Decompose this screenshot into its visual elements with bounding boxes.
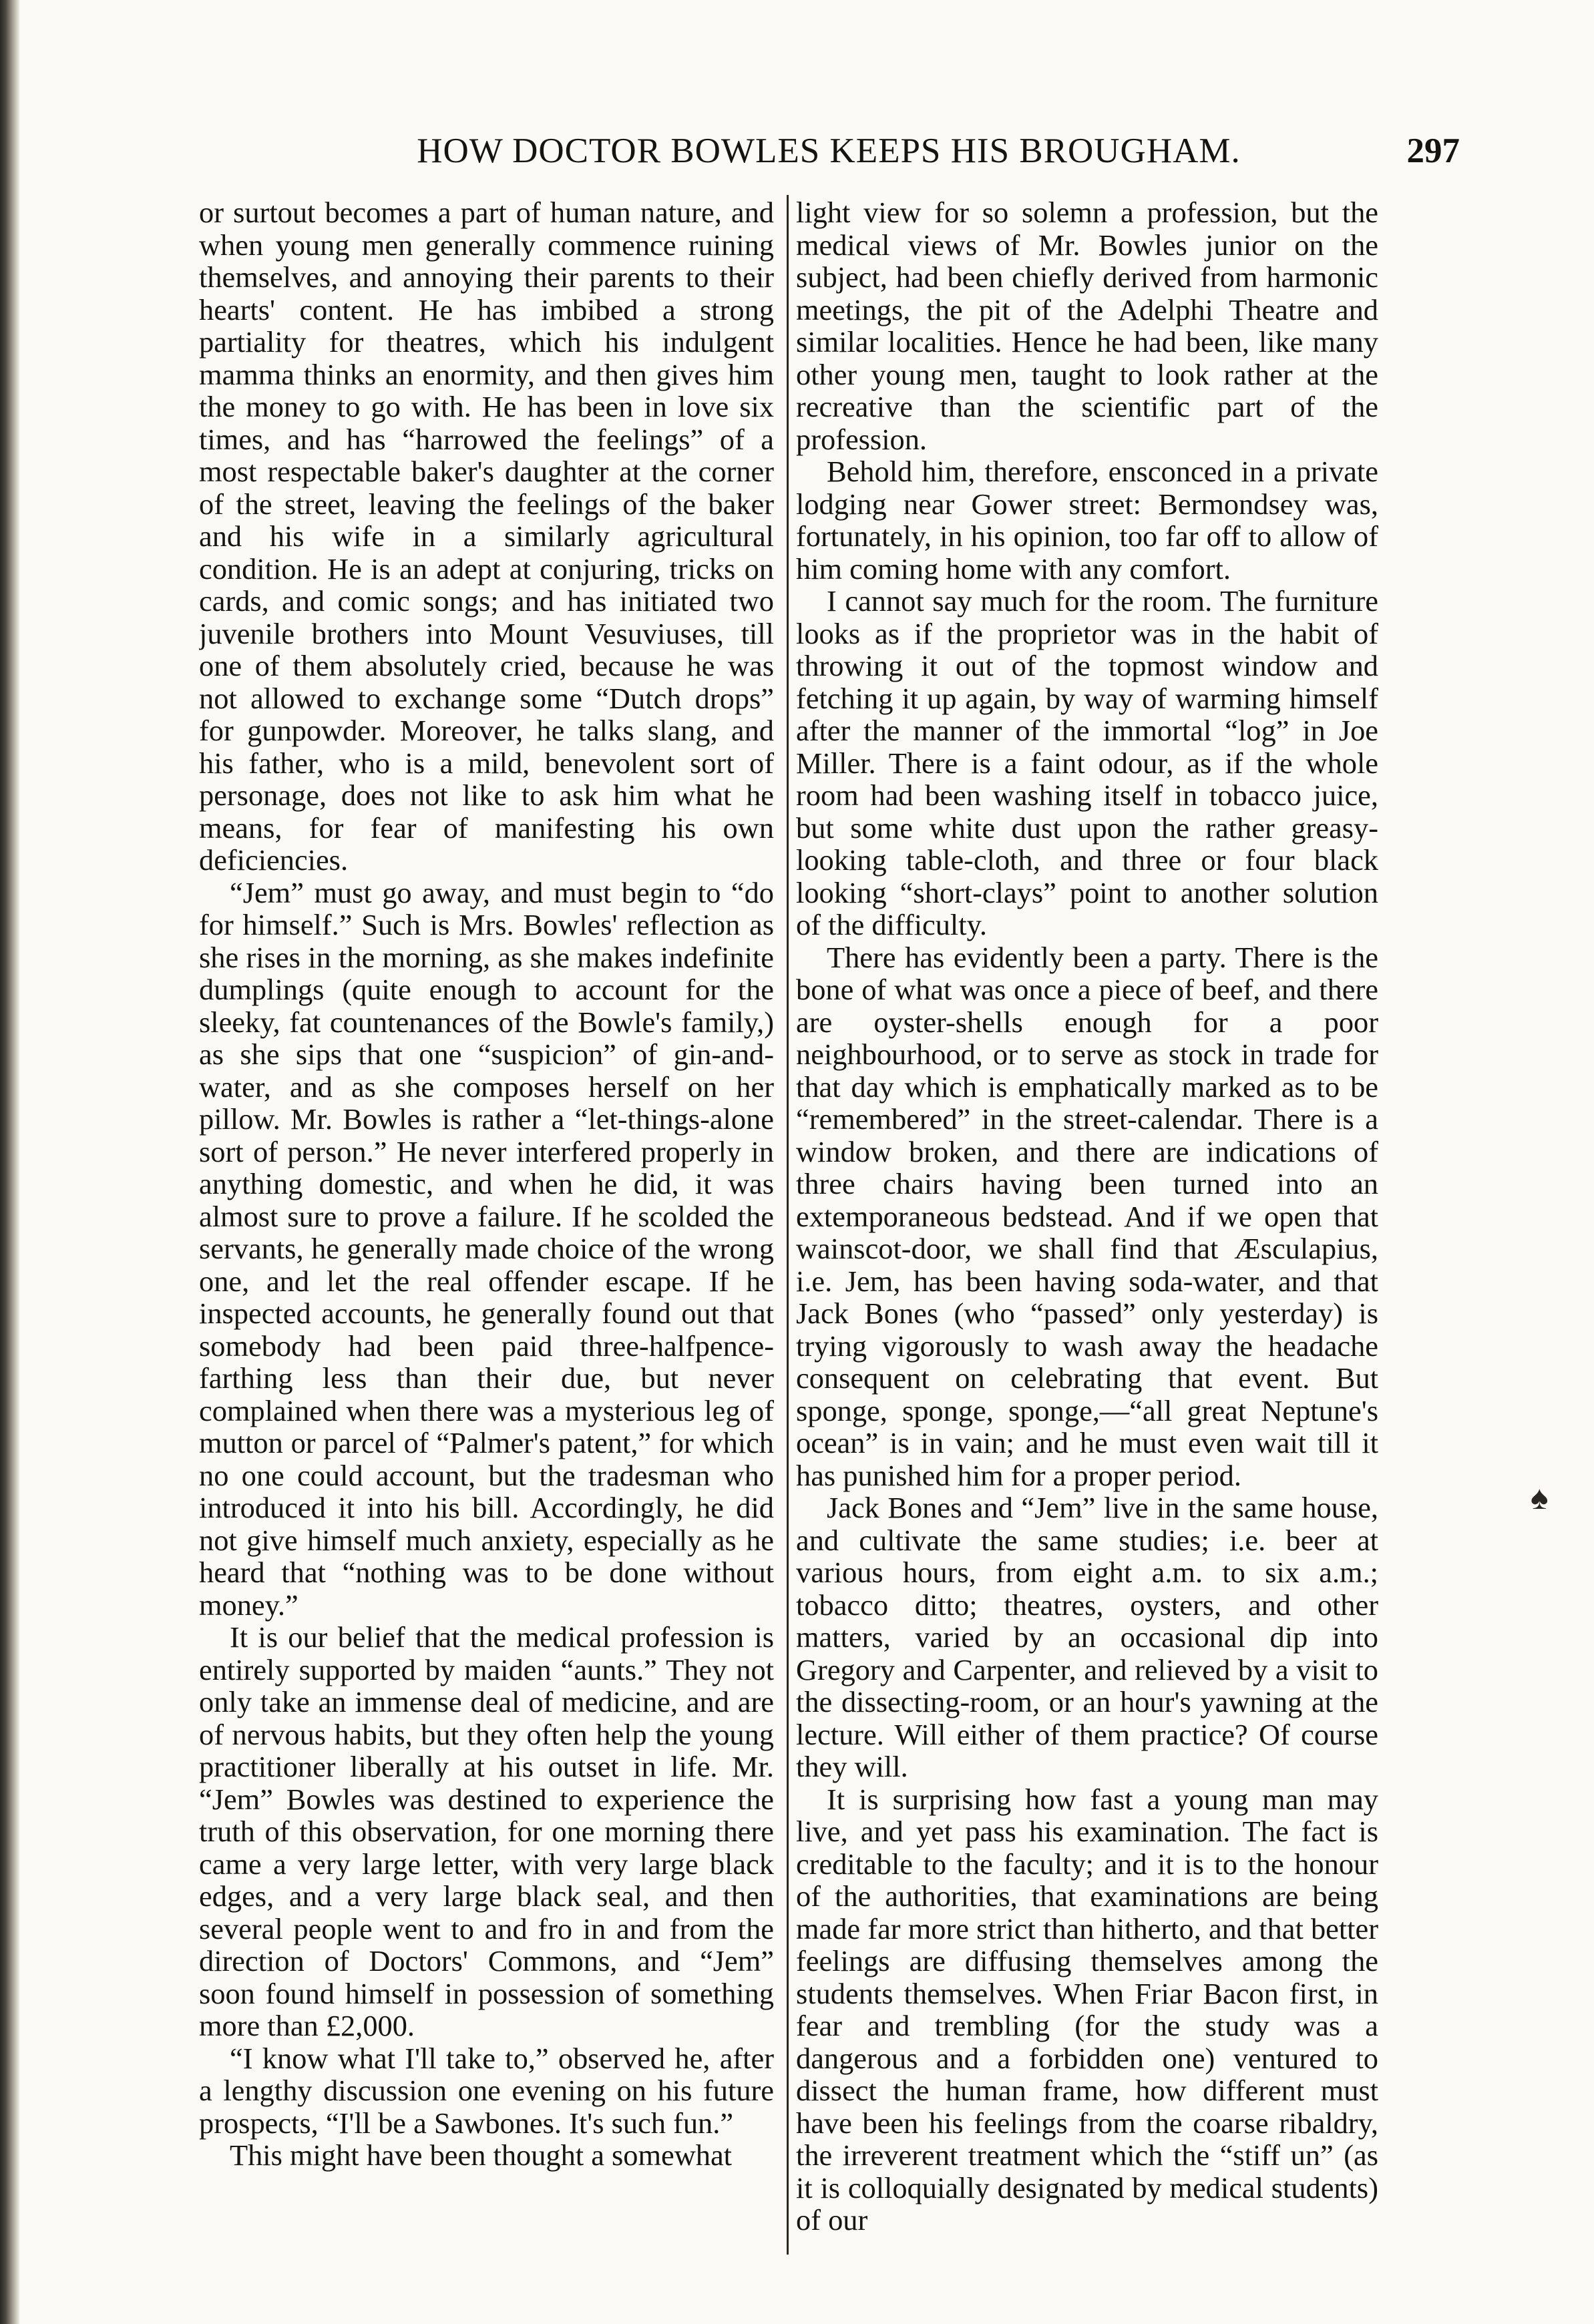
paragraph: It is our belief that the medical profession is entirely supported by maiden “aunts.” They not only take an immense deal of medicine, and are of nervous habits, but they often help the young practitioner liberally at his outset in life. Mr. “Jem” Bowles was destined to experience the truth of this observation, for one morning there came a very large letter, with very large black edges, and a very large black seal, and then several people went to and fro in and from the direction of Doctors' Commons, and “Jem” soon found himself in possession of something more than £2,000. bbox=[199, 1620, 774, 2042]
page-number: 297 bbox=[1406, 132, 1460, 170]
page-gutter-shadow bbox=[0, 0, 20, 2324]
paragraph: “Jem” must go away, and must begin to “do for himself.” Such is Mrs. Bowles' reflection as she rises in the morning, as she makes indefinite dumplings (quite enough to account for the sleeky, fat countenances of the Bowle's family,) as she sips that one “suspicion” of gin-and-water, and as she composes herself on her pillow. Mr. Bowles is rather a “let-things-alone sort of person.” He never interfered properly in anything domestic, and when he did, it was almost sure to prove a failure. If he scolded the servants, he generally made choice of the wrong one, and let the real offender escape. If he inspected accounts, he generally found out that somebody had been paid three-halfpence-farthing less than their due, but never complained when there was a mysterious leg of mutton or parcel of “Palmer's patent,” for which no one could account, but the tradesman who introduced it into his bill. Accordingly, he did not give himself much anxiety, especially as he heard that “nothing was to be done without money.” bbox=[199, 875, 774, 1622]
margin-mark: ♠ bbox=[1531, 1479, 1549, 1516]
text-column-right bbox=[796, 196, 1378, 2253]
paragraph: “I know what I'll take to,” observed he, after a lengthy discussion one evening on his future prospects, “I'll be a Sawbones. It's such fun.” bbox=[199, 2041, 774, 2140]
paragraph: or surtout becomes a part of human nature, and when young men generally commence ruining themselves, and annoying their parents to their hearts' content. He has imbibed a strong partiality for theatres, which his indulgent mamma thinks an enormity, and then gives him the money to go with. He has been in love six times, and has “harrowed the feelings” of a most respectable baker's daughter at the corner of the street, leaving the feelings of the baker and his wife in a similarly agricultural condition. He is an adept at conjuring, tricks on cards, and comic songs; and has initiated two juvenile brothers into Mount Vesuviuses, till one of them absolutely cried, because he was not allowed to exchange some “Dutch drops” for gunpowder. Moreover, he talks slang, and his father, who is a mild, benevolent sort of personage, does not like to ask him what he means, for fear of manifesting his own deficiencies. bbox=[199, 196, 774, 877]
text-column-left bbox=[199, 196, 774, 2253]
paragraph: I cannot say much for the room. The furniture looks as if the proprietor was in the habit of throwing it out of the topmost window and fetching it up again, by way of warming himself after the manner of the immortal “log” in Joe Miller. There is a faint odour, as if the whole room had been washing itself in tobacco juice, but some white dust upon the rather greasy-looking table-cloth, and three or four black looking “short-clays” point to another solution of the difficulty. bbox=[796, 584, 1378, 941]
paragraph: Jack Bones and “Jem” live in the same house, and cultivate the same studies; i.e. beer at various hours, from eight a.m. to six a.m.; tobacco ditto; theatres, oysters, and other matters, varied by an occasional dip into Gregory and Carpenter, and relieved by a visit to the dissecting-room, or an hour's yawning at the lecture. Will either of them practice? Of course they will. bbox=[796, 1491, 1378, 1783]
running-title: HOW DOCTOR BOWLES KEEPS HIS BROUGHAM. bbox=[417, 132, 1241, 170]
column-divider bbox=[787, 195, 789, 2255]
paragraph: There has evidently been a party. There is the bone of what was once a piece of beef, and there are oyster-shells enough for a poor neighbourhood, or to serve as stock in trade for that day which is emphatically marked as to be “remembered” in the street-calendar. There is a window broken, and there are indications of three chairs having been turned into an extemporaneous bedstead. And if we open that wainscot-door, we shall find that Æsculapius, i.e. Jem, has been having soda-water, and that Jack Bones (who “passed” only yesterday) is trying vigorously to wash away the headache consequent on celebrating that event. But sponge, sponge, sponge,—“all great Neptune's ocean” is in vain; and he must even wait till it has punished him for a proper period. bbox=[796, 940, 1378, 1492]
paragraph: It is surprising how fast a young man may live, and yet pass his examination. The fact is creditable to the faculty; and it is to the honour of the authorities, that examinations are being made far more strict than hitherto, and that better feelings are diffusing themselves among the students themselves. When Friar Bacon first, in fear and trembling (for the study was a dangerous and a forbidden one) ventured to dissect the human frame, how different must have been his feelings from the coarse ribaldry, the irreverent treatment which the “stiff un” (as it is colloquially designated by medical students) of our bbox=[796, 1782, 1378, 2237]
running-head bbox=[198, 127, 1460, 180]
paragraph: This might have been thought a somewhat bbox=[230, 2138, 733, 2172]
paragraph: Behold him, therefore, ensconced in a private lodging near Gower street: Bermondsey was, fortunately, in his opinion, too far off to allow of him coming home with any comfort. bbox=[796, 455, 1378, 586]
paragraph: light view for so solemn a profession, but the medical views of Mr. Bowles junior on the subject, had been chiefly derived from harmonic meetings, the pit of the Adelphi Theatre and similar localities. Hence he had been, like many other young men, taught to look rather at the recreative than the scientific part of the profession. bbox=[796, 196, 1378, 456]
